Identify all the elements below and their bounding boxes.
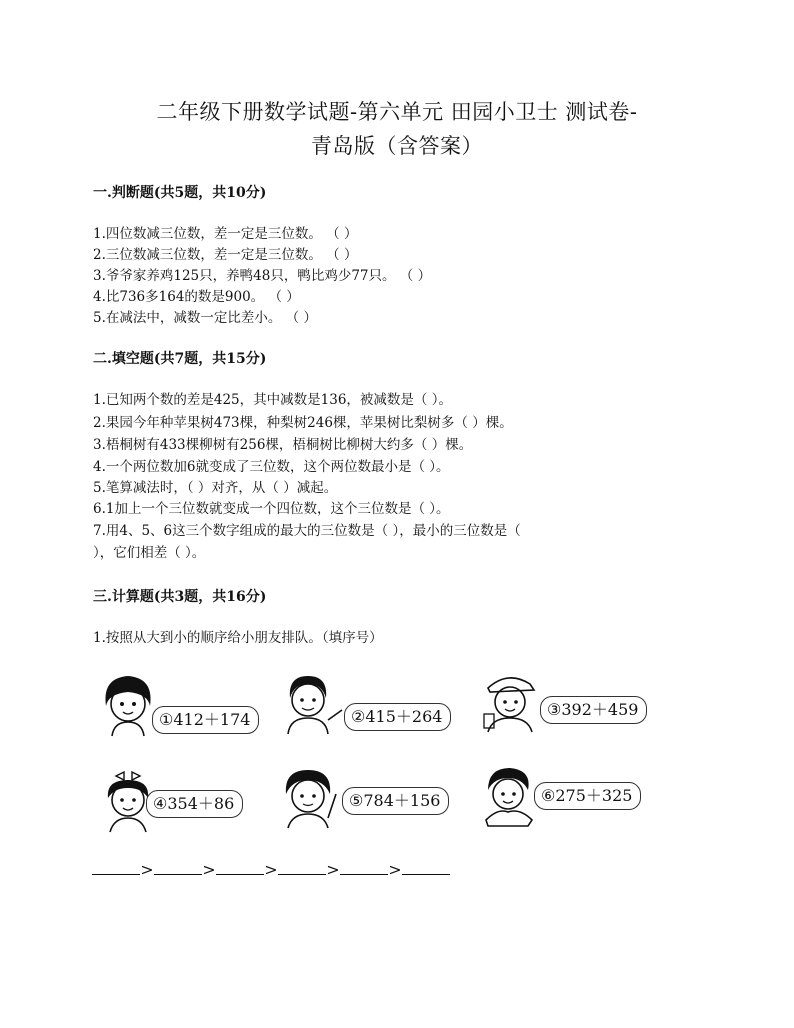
- answer-blank-5[interactable]: [340, 860, 388, 875]
- question-item: 4.一个两位数加6就变成了三位数，这个两位数最小是（ ）。: [93, 459, 450, 475]
- child-figure-6: [478, 764, 538, 830]
- kid-expression-2: ②415＋264: [344, 703, 451, 731]
- kid-expression-6: ⑥275＋325: [534, 782, 641, 810]
- kid-expression-1: ①412＋174: [152, 706, 259, 734]
- boy-figure-2: [278, 670, 348, 736]
- page-title-line1: 二年级下册数学试题-第六单元 田园小卫士 测试卷-: [156, 100, 638, 124]
- answer-blank-2[interactable]: [154, 860, 202, 875]
- girl-figure-1: [98, 672, 158, 738]
- question-item: 3.爷爷家养鸡125只，养鸭48只，鸭比鸡少77只。 （ ）: [93, 268, 432, 284]
- question-item: 5.笔算减法时，（ ）对齐，从（ ）减起。: [93, 480, 338, 496]
- answer-line: [92, 860, 450, 879]
- question-item: 1.四位数减三位数，差一定是三位数。 （ ）: [93, 226, 358, 242]
- section-heading-fill-in: 二.填空题(共7题，共15分): [93, 351, 267, 367]
- section-heading-judgement: 一.判断题(共5题，共10分): [93, 185, 267, 201]
- kid-expression-5: ⑤784＋156: [342, 787, 449, 815]
- answer-blank-3[interactable]: [216, 860, 264, 875]
- question-item: ），它们相差（ ）。: [93, 545, 206, 561]
- answer-blank-4[interactable]: [278, 860, 326, 875]
- answer-blank-6[interactable]: [402, 860, 450, 875]
- section-heading-calculation: 三.计算题(共3题，共16分): [93, 589, 267, 605]
- question-item: 2.果园今年种苹果树473棵，种梨树246棵，苹果树比梨树多（ ）棵。: [93, 415, 513, 431]
- question-item: 5.在减法中，减数一定比差小。 （ ）: [93, 310, 317, 326]
- question-item: 6.1加上一个三位数就变成一个四位数，这个三位数是（ ）。: [93, 501, 450, 517]
- answer-blank-1[interactable]: [92, 860, 140, 875]
- question-item: 4.比736多164的数是900。 （ ）: [93, 289, 300, 305]
- question-item: 7.用4、5、6这三个数字组成的最大的三位数是（ ），最小的三位数是（: [93, 523, 521, 539]
- greater-than-sign: >: [388, 860, 402, 879]
- question-item: 3.梧桐树有433棵柳树有256棵，梧桐树比柳树大约多（ ）棵。: [93, 437, 473, 453]
- greater-than-sign: >: [264, 860, 278, 879]
- question-item: 1.已知两个数的差是425，其中减数是136，被减数是（ ）。: [93, 392, 452, 408]
- greater-than-sign: >: [140, 860, 154, 879]
- girl-thinking-figure-5: [278, 764, 344, 830]
- kid-expression-3: ③392＋459: [540, 696, 647, 724]
- greater-than-sign: >: [326, 860, 340, 879]
- page-title-line2: 青岛版（含答案）: [311, 134, 483, 158]
- boy-with-cap-figure-3: [478, 668, 544, 734]
- question-item: 2.三位数减三位数，差一定是三位数。 （ ）: [93, 247, 358, 263]
- kid-expression-4: ④354＋86: [146, 790, 243, 818]
- greater-than-sign: >: [202, 860, 216, 879]
- question-item: 1.按照从大到小的顺序给小朋友排队。（填序号）: [93, 630, 383, 646]
